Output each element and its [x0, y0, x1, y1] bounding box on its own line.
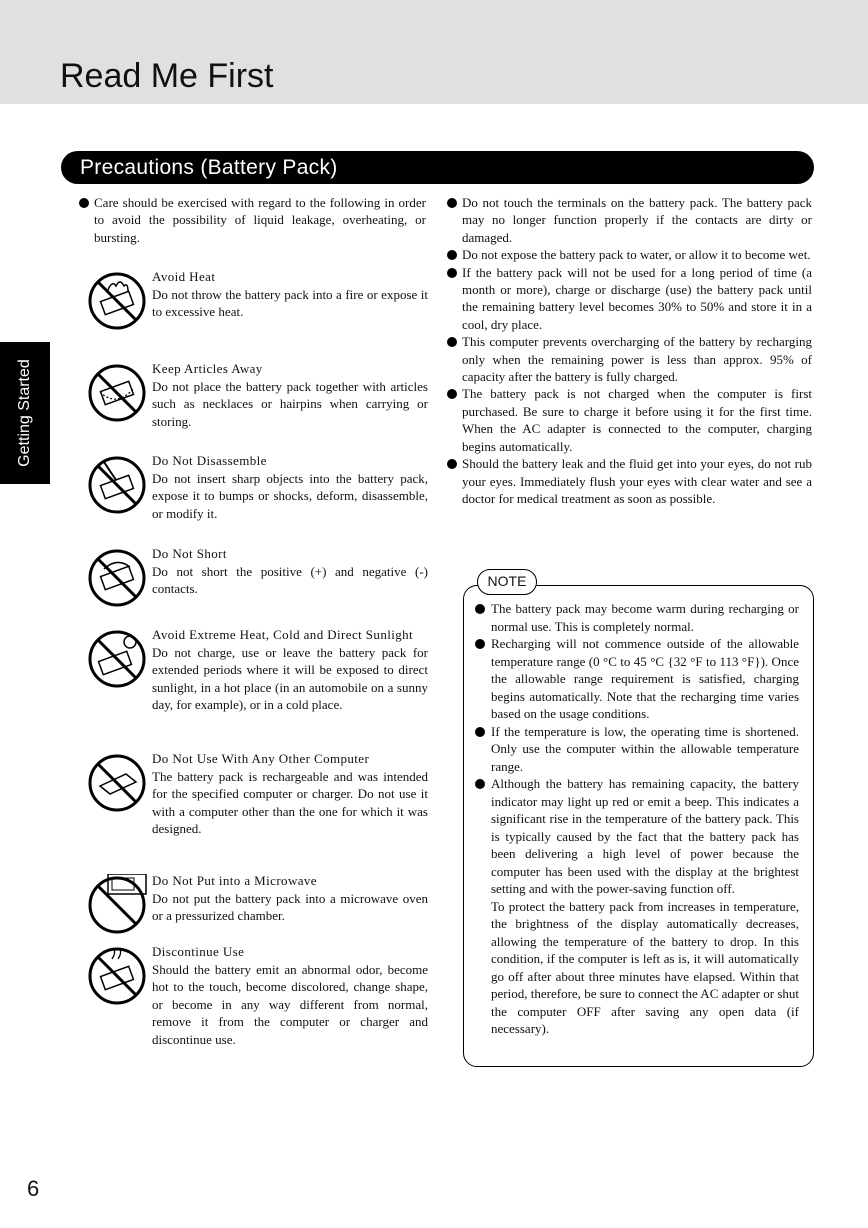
caution-text: Do not put the battery pack into a microwave oven or a pressurized chamber. [152, 890, 428, 924]
caution-title: Discontinue Use [152, 944, 245, 959]
caution-title: Avoid Heat [152, 269, 216, 284]
list-item: If the battery pack will not be used for a long period of time (a month or more), charge or discharge (use) the battery pack until the remaining battery level becomes 30% to 50% and store it in a cool, dry place. [446, 264, 812, 334]
caution-avoid-extreme-heat [86, 626, 428, 714]
caution-text: Do not charge, use or leave the battery pack for extended periods where it will be exposed to direct sunlight, in a hot place (in an automobile on a sunny day, for example), or in a cold place. [152, 644, 428, 713]
caution-text: Do not throw the battery pack into a fire or expose it to excessive heat. [152, 286, 428, 320]
caution-discontinue-use [86, 943, 428, 1049]
list-item: Do not touch the terminals on the battery pack. The battery pack may no longer function properly if the contacts are dirty or damaged. [446, 194, 812, 246]
section-title: Precautions (Battery Pack) [80, 156, 338, 179]
list-item: This computer prevents overcharging of the battery by recharging only when the remaining power is less than approx. 95% of capacity after the battery is fully charged. [446, 333, 812, 385]
caution-text: The battery pack is rechargeable and was intended for the specified computer or charger. Do not use it with a computer other than the one for which it was designed. [152, 768, 428, 837]
caution-text: Do not place the battery pack together with articles such as necklaces or hairpins when carrying or storing. [152, 378, 428, 429]
intro-bullet: Care should be exercised with regard to the following in order to avoid the possibility of liquid leakage, overheating, or bursting. [78, 194, 426, 246]
microwave-battery-prohibited-icon [86, 874, 148, 936]
caution-do-not-short [86, 545, 428, 598]
page-title: Read Me First [60, 57, 274, 95]
caution-avoid-heat [86, 268, 428, 321]
note-item: Recharging will not commence outside of the allowable temperature range (0 °C to 45 °C {32 °F to 113 °F}). Once the allowable range requirement is satisfied, charging begins automatically. Note that the recharging time varies based on the usage conditions. [475, 635, 799, 723]
page-number: 6 [27, 1176, 40, 1201]
side-tab [0, 342, 50, 484]
left-column [78, 194, 426, 246]
caution-do-not-disassemble [86, 452, 428, 522]
note-item: The battery pack may become warm during recharging or normal use. This is completely normal. [475, 600, 799, 635]
caution-title: Do Not Use With Any Other Computer [152, 751, 370, 766]
caution-title: Avoid Extreme Heat, Cold and Direct Sunlight [152, 627, 414, 642]
caution-text: Do not short the positive (+) and negative (-) contacts. [152, 563, 428, 597]
caution-other-computer [86, 750, 428, 838]
note-item: Although the battery has remaining capacity, the battery indicator may light up red or emit a beep. This indicates a significant rise in the temperature of the battery pack. This is typically caused by the fact that the battery pack has been delivering a high level of power because the computer has been used with the display at the brightest setting and with the power-saving function off. [475, 775, 799, 898]
list-item: The battery pack is not charged when the computer is first purchased. Be sure to charge it before using it for the first time. When the AC adapter is connected to the computer, charging begins automatically. [446, 385, 812, 455]
caution-title: Keep Articles Away [152, 361, 263, 376]
note-content [475, 600, 799, 1038]
list-item: Do not expose the battery pack to water, or allow it to become wet. [446, 246, 812, 263]
caution-microwave [86, 872, 428, 925]
right-column [446, 194, 812, 507]
sunlight-battery-prohibited-icon [86, 628, 148, 690]
caution-title: Do Not Short [152, 546, 227, 561]
note-item: If the temperature is low, the operating time is shortened. Only use the computer within the allowable temperature range. [475, 723, 799, 776]
side-tab-label: Getting Started [16, 359, 33, 467]
list-item: Should the battery leak and the fluid get into your eyes, do not rub your eyes. Immediately flush your eyes with clear water and see a doctor for medical treatment as soon as possible. [446, 455, 812, 507]
note-label: NOTE [477, 569, 537, 595]
section-heading-bar [61, 151, 814, 184]
caution-text: Do not insert sharp objects into the battery pack, expose it to bumps or shocks, deform, disassemble, or modify it. [152, 470, 428, 521]
caution-keep-articles-away [86, 360, 428, 430]
caution-text: Should the battery emit an abnormal odor, become hot to the touch, become discolored, change shape, or become in any way different from normal, remove it from the computer or charger and discontinue use. [152, 961, 428, 1047]
other-computer-prohibited-icon [86, 752, 148, 814]
necklace-battery-prohibited-icon [86, 362, 148, 424]
note-continuation: To protect the battery pack from increases in temperature, the brightness of the display automatically decreases, allowing the temperature of the battery to drop. In this condition, if the computer is left as is, it will automatically go off after about three minutes have elapsed. Within that period, therefore, be sure to connect the AC adapter or shut the computer OFF after saving any open data (if necessary). [491, 898, 799, 1036]
disassemble-battery-prohibited-icon [86, 454, 148, 516]
header-band [0, 0, 868, 104]
fire-battery-prohibited-icon [86, 270, 148, 332]
abnormal-battery-prohibited-icon [86, 945, 148, 1007]
caution-title: Do Not Put into a Microwave [152, 873, 317, 888]
short-circuit-prohibited-icon [86, 547, 148, 609]
caution-title: Do Not Disassemble [152, 453, 267, 468]
